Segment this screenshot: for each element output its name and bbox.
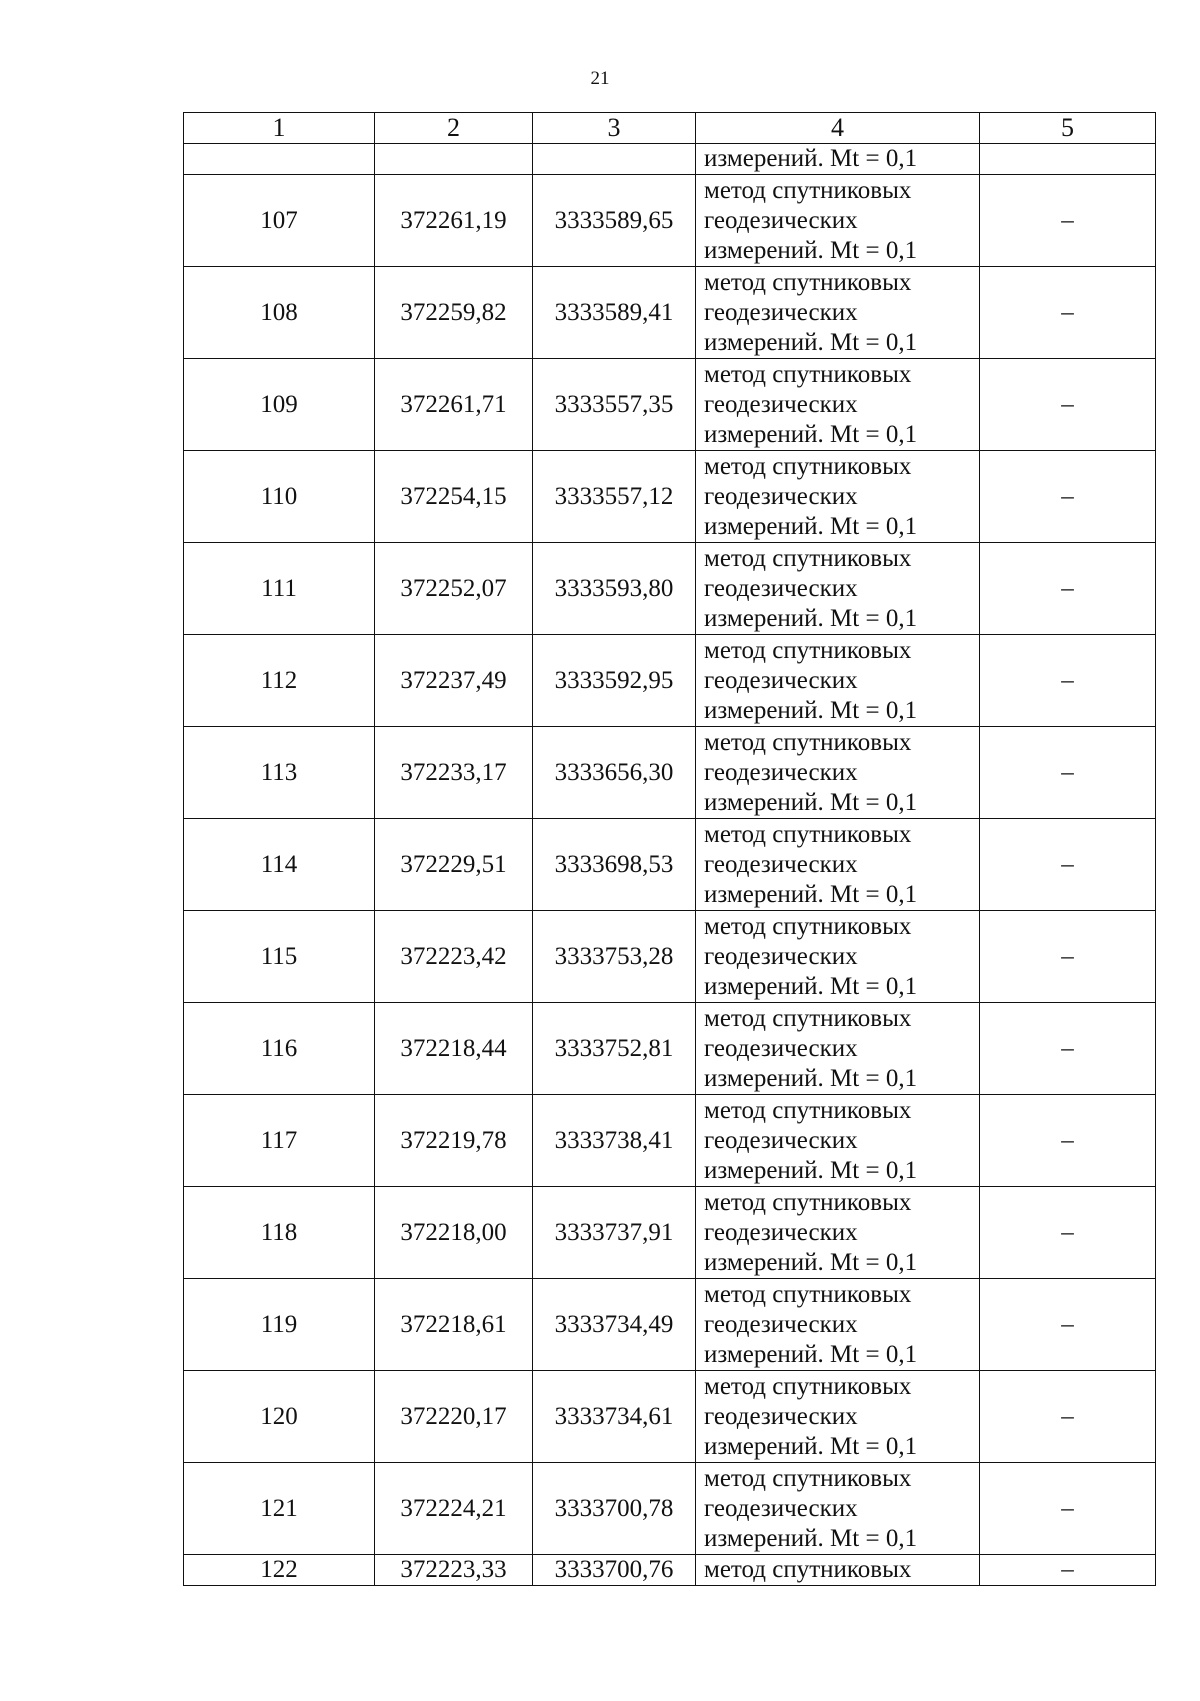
method-line: геодезических [704, 1310, 858, 1338]
method-description [696, 451, 980, 543]
method-line: геодезических [704, 574, 858, 602]
method-line: геодезических [704, 758, 858, 786]
method-description [696, 1003, 980, 1095]
method-line: геодезических [704, 482, 858, 510]
method-line: измерений. Mt = 0,1 [704, 1340, 918, 1368]
method-line: метод спутниковых [704, 728, 912, 756]
method-line: метод спутниковых [704, 636, 912, 664]
column-5-value: – [980, 175, 1156, 267]
header-col-2: 2 [375, 113, 533, 144]
point-number: 113 [184, 727, 375, 819]
method-line: метод спутниковых [704, 1096, 912, 1124]
table-row [184, 451, 1156, 543]
header-col-4: 4 [696, 113, 980, 144]
coordinate-x: 372252,07 [375, 543, 533, 635]
point-number: 109 [184, 359, 375, 451]
coordinate-x: 372261,19 [375, 175, 533, 267]
method-line: метод спутниковых [704, 1464, 912, 1492]
point-number: 114 [184, 819, 375, 911]
method-description [696, 1095, 980, 1187]
method-line: измерений. Mt = 0,1 [704, 328, 918, 356]
column-5-value: – [980, 1279, 1156, 1371]
point-number: 121 [184, 1463, 375, 1555]
point-number: 115 [184, 911, 375, 1003]
coordinate-y: 3333734,61 [533, 1371, 696, 1463]
coordinate-y: 3333700,76 [533, 1555, 696, 1586]
page-number: 21 [590, 68, 610, 89]
point-number: 108 [184, 267, 375, 359]
method-line: геодезических [704, 390, 858, 418]
table-row [184, 819, 1156, 911]
method-description [696, 267, 980, 359]
column-5-value: – [980, 267, 1156, 359]
table-row [184, 543, 1156, 635]
method-line: измерений. Mt = 0,1 [704, 1248, 918, 1276]
method-line: геодезических [704, 1494, 858, 1522]
method-line: измерений. Mt = 0,1 [704, 1432, 918, 1460]
column-5-value: – [980, 1555, 1156, 1586]
method-line: геодезических [704, 850, 858, 878]
coordinate-y: 3333734,49 [533, 1279, 696, 1371]
coordinate-x: 372261,71 [375, 359, 533, 451]
table-row [184, 911, 1156, 1003]
column-5-value: – [980, 819, 1156, 911]
coordinate-x: 372218,00 [375, 1187, 533, 1279]
coordinate-x: 372223,33 [375, 1555, 533, 1586]
column-5-value: – [980, 635, 1156, 727]
method-line: метод спутниковых [704, 1280, 912, 1308]
method-description [696, 635, 980, 727]
method-line: метод спутниковых [704, 1004, 912, 1032]
coordinates-table [183, 112, 1156, 1586]
coordinate-x: 372224,21 [375, 1463, 533, 1555]
coordinate-x: 372233,17 [375, 727, 533, 819]
continuation-cell-2 [375, 144, 533, 175]
coordinate-y: 3333592,95 [533, 635, 696, 727]
method-line: метод спутниковых [704, 452, 912, 480]
column-5-value: – [980, 1095, 1156, 1187]
column-5-value: – [980, 1187, 1156, 1279]
method-line: метод спутниковых [704, 820, 912, 848]
point-number: 111 [184, 543, 375, 635]
method-line: метод спутниковых [704, 360, 912, 388]
method-line: измерений. Mt = 0,1 [704, 420, 918, 448]
method-line: измерений. Mt = 0,1 [704, 1524, 918, 1552]
coordinate-x: 372223,42 [375, 911, 533, 1003]
method-line: геодезических [704, 1034, 858, 1062]
method-line: измерений. Mt = 0,1 [704, 788, 918, 816]
method-line: метод спутниковых [704, 1188, 912, 1216]
coordinate-y: 3333557,35 [533, 359, 696, 451]
coordinate-y: 3333738,41 [533, 1095, 696, 1187]
table-row [184, 1371, 1156, 1463]
method-line: измерений. Mt = 0,1 [704, 512, 918, 540]
method-line: метод спутниковых [704, 544, 912, 572]
coordinate-y: 3333698,53 [533, 819, 696, 911]
point-number: 122 [184, 1555, 375, 1586]
table-row [184, 1187, 1156, 1279]
column-5-value: – [980, 1371, 1156, 1463]
method-line: геодезических [704, 298, 858, 326]
method-description [696, 911, 980, 1003]
table-row [184, 727, 1156, 819]
table-row [184, 175, 1156, 267]
table-row [184, 1003, 1156, 1095]
header-col-3: 3 [533, 113, 696, 144]
table-row [184, 635, 1156, 727]
coordinate-x: 372218,61 [375, 1279, 533, 1371]
coordinate-x: 372219,78 [375, 1095, 533, 1187]
column-5-value: – [980, 1463, 1156, 1555]
coordinate-x: 372259,82 [375, 267, 533, 359]
table-row [184, 359, 1156, 451]
header-col-5: 5 [980, 113, 1156, 144]
method-line: геодезических [704, 1218, 858, 1246]
point-number: 112 [184, 635, 375, 727]
coordinate-y: 3333752,81 [533, 1003, 696, 1095]
method-description [696, 543, 980, 635]
coordinate-y: 3333589,65 [533, 175, 696, 267]
method-line: геодезических [704, 666, 858, 694]
method-description [696, 1279, 980, 1371]
coordinate-y: 3333656,30 [533, 727, 696, 819]
method-description [696, 175, 980, 267]
method-description [696, 727, 980, 819]
method-description [696, 1187, 980, 1279]
column-5-value: – [980, 911, 1156, 1003]
continuation-cell-3 [533, 144, 696, 175]
column-5-value: – [980, 727, 1156, 819]
method-description [696, 1463, 980, 1555]
method-line: метод спутниковых [704, 912, 912, 940]
method-line: метод спутниковых [704, 268, 912, 296]
continuation-row [184, 144, 1156, 175]
method-line: измерений. Mt = 0,1 [704, 1064, 918, 1092]
table-row [184, 267, 1156, 359]
table-row [184, 1279, 1156, 1371]
method-line: геодезических [704, 206, 858, 234]
coordinate-y: 3333753,28 [533, 911, 696, 1003]
coordinate-y: 3333700,78 [533, 1463, 696, 1555]
coordinate-y: 3333737,91 [533, 1187, 696, 1279]
column-5-value: – [980, 543, 1156, 635]
point-number: 110 [184, 451, 375, 543]
coordinate-x: 372220,17 [375, 1371, 533, 1463]
coordinate-y: 3333593,80 [533, 543, 696, 635]
point-number: 120 [184, 1371, 375, 1463]
point-number: 119 [184, 1279, 375, 1371]
coordinate-x: 372237,49 [375, 635, 533, 727]
column-5-value: – [980, 359, 1156, 451]
method-line: измерений. Mt = 0,1 [704, 880, 918, 908]
method-line: геодезических [704, 1402, 858, 1430]
method-line: измерений. Mt = 0,1 [704, 696, 918, 724]
method-line: геодезических [704, 1126, 858, 1154]
continuation-method-text: измерений. Mt = 0,1 [696, 144, 980, 175]
method-line: измерений. Mt = 0,1 [704, 236, 918, 264]
method-line: геодезических [704, 942, 858, 970]
continuation-cell-5 [980, 144, 1156, 175]
coordinate-x: 372218,44 [375, 1003, 533, 1095]
point-number: 118 [184, 1187, 375, 1279]
header-col-1: 1 [184, 113, 375, 144]
table-row [184, 1463, 1156, 1555]
method-line: измерений. Mt = 0,1 [704, 1156, 918, 1184]
method-line: измерений. Mt = 0,1 [704, 604, 918, 632]
method-description [696, 1371, 980, 1463]
table-row [184, 1095, 1156, 1187]
point-number: 116 [184, 1003, 375, 1095]
method-line: метод спутниковых [704, 1372, 912, 1400]
coordinate-x: 372254,15 [375, 451, 533, 543]
table-header-row [184, 113, 1156, 144]
point-number: 107 [184, 175, 375, 267]
method-line: метод спутниковых [704, 176, 912, 204]
method-description [696, 819, 980, 911]
column-5-value: – [980, 1003, 1156, 1095]
table-body [184, 113, 1156, 1586]
continuation-cell-1 [184, 144, 375, 175]
table-row [184, 1555, 1156, 1586]
coordinate-y: 3333557,12 [533, 451, 696, 543]
method-description [696, 359, 980, 451]
method-line: измерений. Mt = 0,1 [704, 972, 918, 1000]
point-number: 117 [184, 1095, 375, 1187]
column-5-value: – [980, 451, 1156, 543]
coordinate-y: 3333589,41 [533, 267, 696, 359]
coordinate-x: 372229,51 [375, 819, 533, 911]
method-description: метод спутниковых [696, 1555, 980, 1586]
